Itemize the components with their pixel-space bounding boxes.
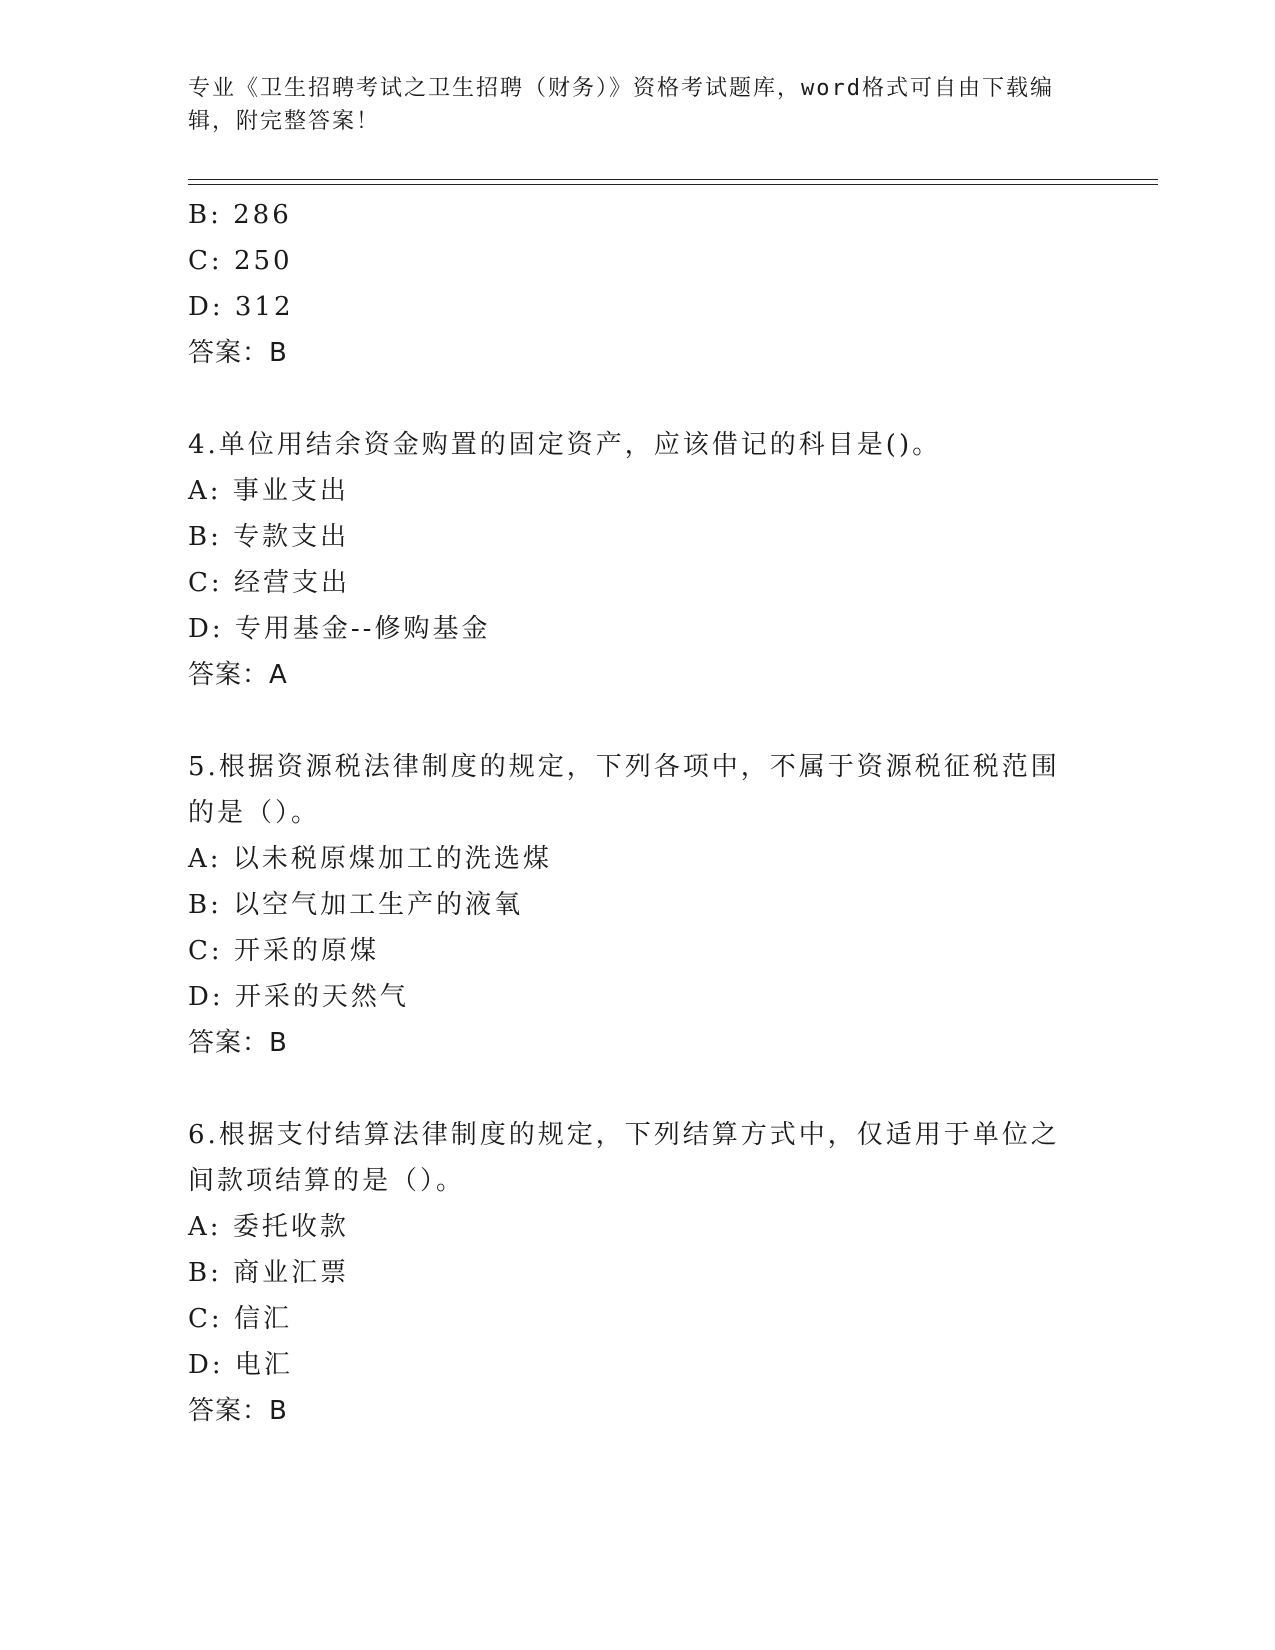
header-divider-bottom [188,184,1158,185]
option-a: A: 事业支出 [188,476,349,506]
option-label: D [188,1350,212,1380]
option-label: B [188,1258,211,1288]
option-label: C [188,936,211,966]
option-text: 委托收款 [232,1212,349,1242]
option-text: 286 [233,200,292,230]
option-d: D: 312 [188,292,294,322]
option-label: A [188,476,210,506]
question-stem: 6.根据支付结算法律制度的规定，下列结算方式中，仅适用于单位之间款项结算的是（）。 [188,1120,1060,1196]
option-text: 以未税原煤加工的洗选煤 [232,844,552,874]
question-stem: 4.单位用结余资金购置的固定资产，应该借记的科目是()。 [188,430,942,460]
option-text: 开采的天然气 [234,982,409,1012]
option-label: B [188,890,211,920]
option-b: B: 以空气加工生产的液氧 [188,890,524,920]
option-label: D [188,614,212,644]
option-c: C: 经营支出 [188,568,350,598]
option-label: C [188,568,211,598]
option-c: C: 开采的原煤 [188,936,379,966]
option-b: B: 286 [188,200,292,230]
answer-line: 答案：A [188,660,288,690]
option-b: B: 商业汇票 [188,1258,350,1288]
option-d: D: 专用基金--修购基金 [188,614,491,644]
option-label: D [188,292,212,322]
option-label: A [188,844,210,874]
option-text: 经营支出 [233,568,350,598]
option-text: 以空气加工生产的液氧 [233,890,524,920]
option-c: C: 250 [188,246,293,276]
option-text: 开采的原煤 [233,936,379,966]
spacer [188,698,1088,744]
option-text: 信汇 [233,1304,292,1334]
question-stem: 5.根据资源税法律制度的规定，下列各项中，不属于资源税征税范围的是（）。 [188,752,1060,828]
option-label: A [188,1212,210,1242]
option-text: 专用基金--修购基金 [234,614,491,644]
answer-line: 答案：B [188,1396,288,1426]
option-label: B [188,522,211,552]
header-divider-top [188,179,1158,180]
option-text: 专款支出 [233,522,350,552]
option-text: 312 [234,292,294,322]
option-text: 事业支出 [232,476,349,506]
option-d: D: 开采的天然气 [188,982,409,1012]
document-header: 专业《卫生招聘考试之卫生招聘（财务）》资格考试题库，word格式可自由下载编辑，附完整答案！ [188,76,1054,134]
answer-line: 答案：B [188,1028,288,1058]
question-block-3 [188,192,1088,376]
option-text: 250 [233,246,293,276]
option-b: B: 专款支出 [188,522,350,552]
option-label: D [188,982,212,1012]
question-block-4 [188,422,1088,698]
option-label: C [188,1304,211,1334]
spacer [188,376,1088,422]
option-c: C: 信汇 [188,1304,292,1334]
question-block-6 [188,1112,1088,1434]
option-text: 商业汇票 [233,1258,350,1288]
option-a: A: 委托收款 [188,1212,349,1242]
option-label: B [188,200,211,230]
answer-line: 答案：B [188,338,288,368]
option-a: A: 以未税原煤加工的洗选煤 [188,844,552,874]
option-d: D: 电汇 [188,1350,293,1380]
question-block-5 [188,744,1088,1066]
option-label: C [188,246,211,276]
question-list [188,192,1088,1434]
spacer [188,1066,1088,1112]
option-text: 电汇 [234,1350,293,1380]
